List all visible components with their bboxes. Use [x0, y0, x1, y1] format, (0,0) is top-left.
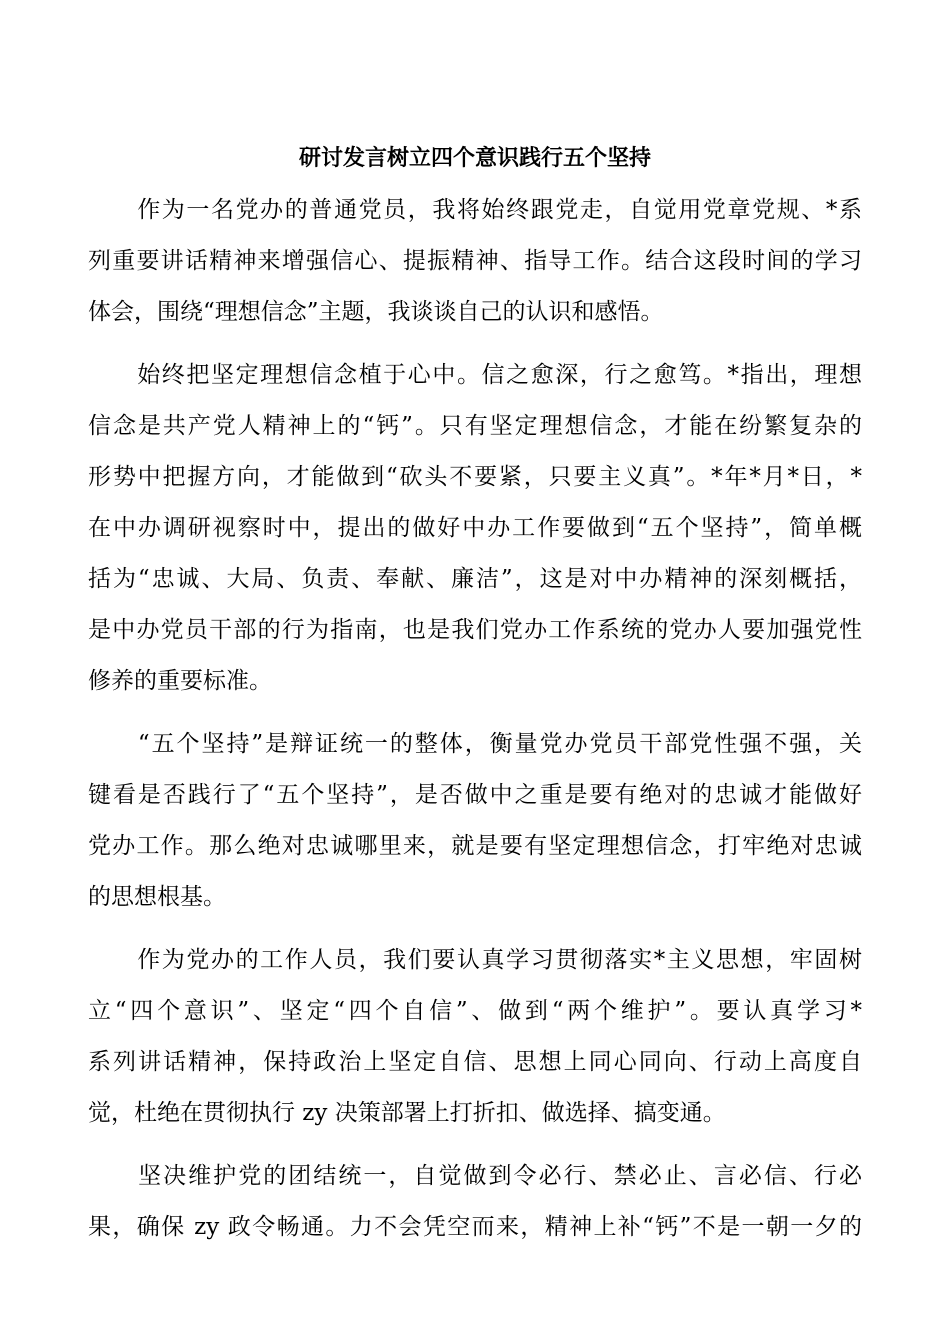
text-line: 党办工作。那么绝对忠诚哪里来，就是要有坚定理想信念，打牢绝对忠诚 — [88, 833, 862, 859]
text-line: 立“四个意识”、坚定“四个自信”、做到“两个维护”。要认真学习* — [88, 998, 862, 1024]
text-line: “五个坚持”是辩证统一的整体，衡量党办党员干部党性强不强，关 — [88, 731, 862, 757]
text-line: 作为党办的工作人员，我们要认真学习贯彻落实*主义思想，牢固树 — [88, 947, 862, 973]
text-line: 在中办调研视察时中，提出的做好中办工作要做到“五个坚持”，简单概 — [88, 515, 862, 541]
text-line: 始终把坚定理想信念植于心中。信之愈深，行之愈笃。*指出，理想 — [88, 362, 862, 388]
text-line: 坚决维护党的团结统一，自觉做到令必行、禁必止、言必信、行必 — [88, 1163, 862, 1189]
text-line: 的思想根基。 — [88, 884, 226, 910]
text-line: 信念是共产党人精神上的“钙”。只有坚定理想信念，才能在纷繁复杂的 — [88, 413, 862, 439]
text-line: 形势中把握方向，才能做到“砍头不要紧，只要主义真”。*年*月*日，* — [88, 464, 862, 490]
text-line: 体会，围绕“理想信念”主题，我谈谈自己的认识和感悟。 — [88, 299, 664, 325]
document-body — [88, 185, 862, 1253]
text-line: 列重要讲话精神来增强信心、提振精神、指导工作。结合这段时间的学习 — [88, 248, 862, 274]
paragraph-4 — [88, 935, 862, 1139]
paragraph-5 — [88, 1151, 862, 1253]
text-line: 系列讲话精神，保持政治上坚定自信、思想上同心同向、行动上高度自 — [88, 1049, 862, 1075]
text-line: 是中办党员干部的行为指南，也是我们党办工作系统的党办人要加强党性 — [88, 617, 862, 643]
document-title: 研讨发言树立四个意识践行五个坚持 — [298, 145, 651, 171]
text-line: 键看是否践行了“五个坚持”，是否做中之重是要有绝对的忠诚才能做好 — [88, 782, 862, 808]
paragraph-2 — [88, 350, 862, 707]
text-line: 括为“忠诚、大局、负责、奉献、廉洁”，这是对中办精神的深刻概括， — [88, 566, 862, 592]
text-line: 修养的重要标准。 — [88, 668, 272, 694]
text-line: 果，确保 zy 政令畅通。力不会凭空而来，精神上补“钙”不是一朝一夕的 — [88, 1214, 862, 1240]
text-line: 作为一名党办的普通党员，我将始终跟党走，自觉用党章党规、*系 — [88, 197, 862, 223]
text-line: 觉，杜绝在贯彻执行 zy 决策部署上打折扣、做选择、搞变通。 — [88, 1100, 726, 1126]
paragraph-1 — [88, 185, 862, 338]
paragraph-3 — [88, 719, 862, 923]
